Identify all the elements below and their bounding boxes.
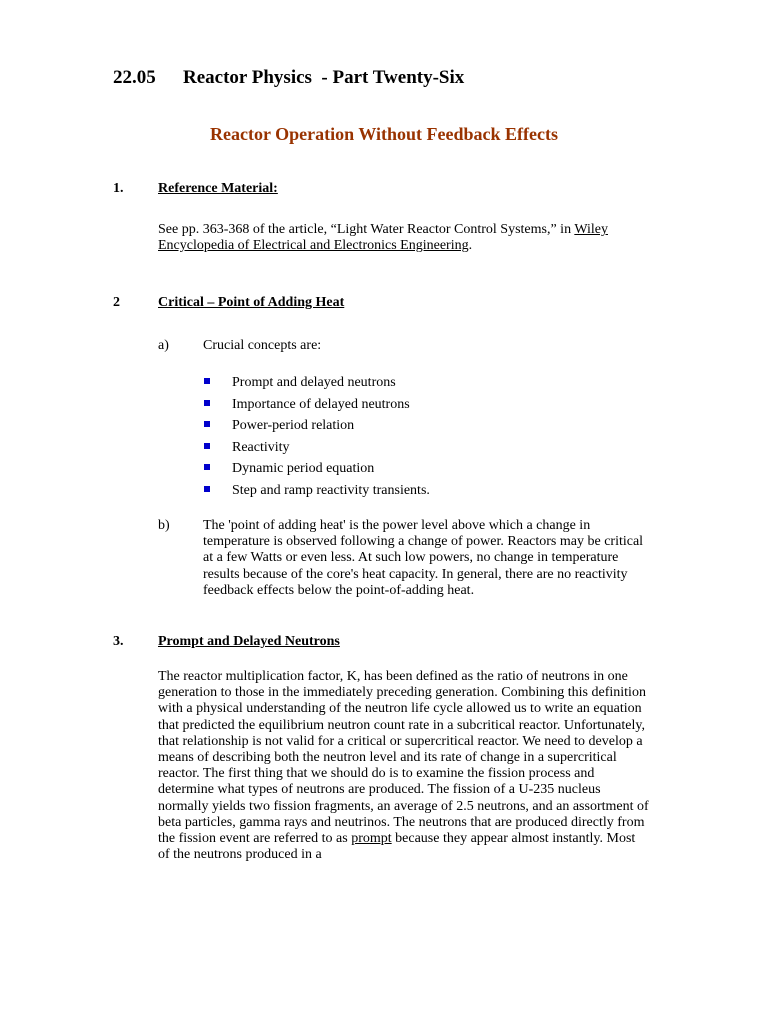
document-subtitle: Reactor Operation Without Feedback Effects	[210, 124, 558, 144]
encyclopedia-link[interactable]: Wiley Encyclopedia of Electrical and Electronics Engineering	[158, 222, 608, 254]
list-item	[203, 480, 430, 502]
section-1-number: 1.	[113, 181, 124, 196]
bullet-square-icon	[204, 378, 210, 384]
document-title: Reactor Physics - Part Twenty-Six	[183, 67, 465, 88]
list-item	[203, 437, 430, 459]
item-b-paragraph: The 'point of adding heat' is the power level above which a change in temperature is observed following a change of power. Reactors may be critical at a few Watts or even less. At such low powers, no change in temperature results because of the core's heat capacity. In general, there are no reactivity feedback effects below the point-of-adding heat.	[203, 518, 644, 598]
section-3-heading: Prompt and Delayed Neutrons	[158, 634, 340, 649]
paragraph-body: The reactor multiplication factor, K, has been defined as the ratio of neutrons in one generation to those in the immediately preceding generation. Combining this definition with a physical understanding of the neutron life cycle allowed us to write an equation that predicted the equilibrium neutron count rate in a subcritical reactor. Unfortunately, that relationship is not valid for a critical or supercritical reactor. We need to develop a means of describing both the neutron level and its rate of change in a supercritical reactor. The first thing that we should do is to examine the fission process and determine what types of neutrons are produced. The fission of a U-235 nucleus normally yields two fission fragments, an average of 2.5 neutrons, and an assortment of beta particles, gamma rays and neutrinos. The neutrons that are produced directly from the fission event are referred to as	[158, 669, 649, 847]
course-number: 22.05	[113, 67, 156, 88]
list-item	[203, 458, 430, 480]
bullet-text: Step and ramp reactivity transients.	[232, 482, 430, 498]
bullet-square-icon	[204, 443, 210, 449]
section-2-number: 2	[113, 295, 120, 310]
reference-text: See pp. 363-368 of the article, “Light Water Reactor Control Systems,” in	[158, 222, 575, 237]
item-b-label: b)	[158, 518, 170, 533]
bullet-text: Reactivity	[232, 439, 290, 455]
reference-paragraph	[158, 222, 650, 254]
list-item	[203, 394, 430, 416]
bullet-text: Power-period relation	[232, 418, 355, 433]
item-a-label: a)	[158, 338, 169, 353]
bullet-text: Dynamic period equation	[232, 461, 375, 476]
section-2-heading: Critical – Point of Adding Heat	[158, 295, 345, 310]
prompt-term: prompt	[351, 831, 392, 847]
bullet-square-icon	[204, 486, 210, 492]
bullet-square-icon	[204, 464, 210, 470]
item-a-text: Crucial concepts are:	[203, 338, 322, 353]
bullet-square-icon	[204, 400, 210, 406]
reference-period: .	[468, 238, 473, 254]
list-item	[203, 372, 430, 394]
bullet-square-icon	[204, 421, 210, 427]
concepts-list	[203, 372, 430, 501]
bullet-text: Importance of delayed neutrons	[232, 396, 410, 412]
prompt-neutrons-paragraph	[158, 669, 650, 863]
list-item	[203, 415, 430, 437]
paragraph-tail: because they appear almost instantly. Most of the neutrons produced in a	[158, 831, 636, 863]
bullet-text: Prompt and delayed neutrons	[232, 375, 396, 390]
section-3-number: 3.	[113, 634, 124, 649]
section-1-heading: Reference Material:	[158, 181, 278, 196]
